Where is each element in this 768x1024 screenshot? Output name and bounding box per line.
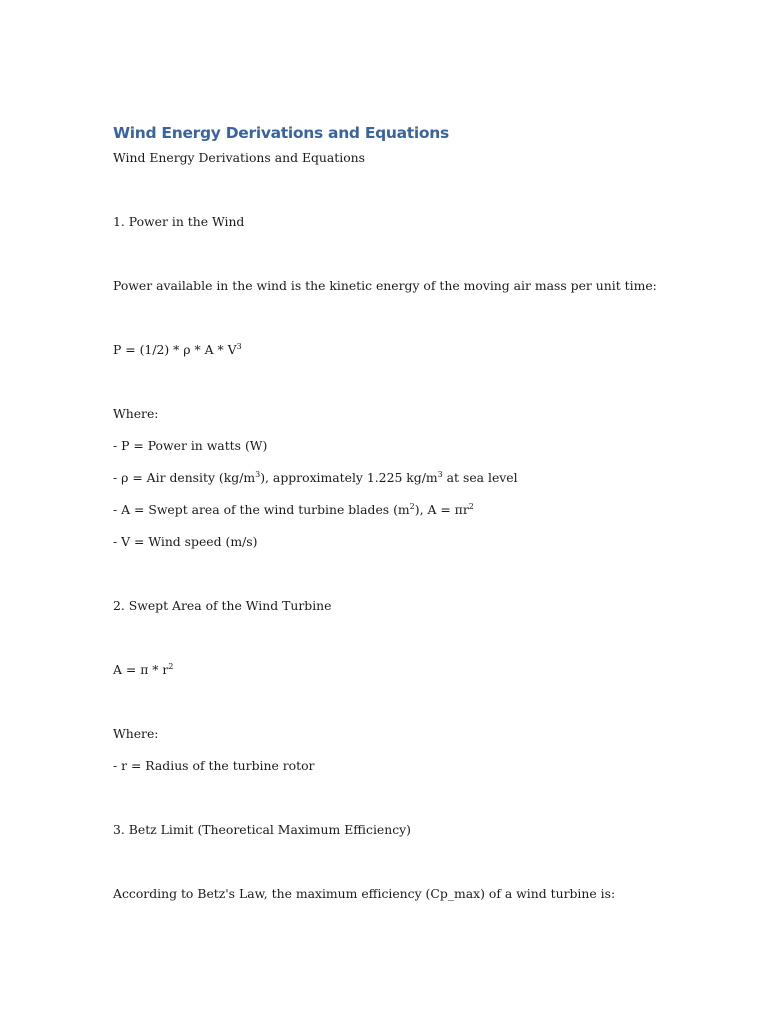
where-label: Where: bbox=[113, 726, 159, 741]
squared-superscript: 2 bbox=[168, 662, 174, 671]
section-1-intro: Power available in the wind is the kinetic energy of the moving air mass per unit time: bbox=[113, 278, 657, 293]
power-equation bbox=[113, 342, 242, 358]
squared-superscript: 2 bbox=[468, 502, 474, 511]
definition-density-part-2: ), approximately 1.225 kg/m bbox=[260, 470, 438, 485]
cubed-superscript: 3 bbox=[437, 470, 443, 479]
area-equation-text: A = π * r bbox=[113, 662, 169, 677]
squared-superscript: 2 bbox=[409, 502, 415, 511]
definition-power: - P = Power in watts (W) bbox=[113, 438, 268, 453]
section-3-intro: According to Betz's Law, the maximum efficiency (Cp_max) of a wind turbine is: bbox=[113, 886, 616, 901]
cubed-superscript: 3 bbox=[255, 470, 261, 479]
definition-density bbox=[113, 470, 518, 486]
cubed-superscript: 3 bbox=[236, 342, 242, 351]
definition-density-part-3: at sea level bbox=[442, 470, 518, 485]
power-equation-text: P = (1/2) * ρ * A * V bbox=[113, 342, 237, 357]
definition-density-part-1: - ρ = Air density (kg/m bbox=[113, 470, 256, 485]
definition-area bbox=[113, 502, 474, 518]
definition-area-part-2: ), A = πr bbox=[414, 502, 469, 517]
document-title: Wind Energy Derivations and Equations bbox=[113, 124, 449, 142]
area-equation bbox=[113, 662, 173, 678]
section-2-heading: 2. Swept Area of the Wind Turbine bbox=[113, 598, 332, 613]
definition-area-part-1: - A = Swept area of the wind turbine blades (m bbox=[113, 502, 410, 517]
section-3-heading: 3. Betz Limit (Theoretical Maximum Efficiency) bbox=[113, 822, 412, 837]
definition-speed: - V = Wind speed (m/s) bbox=[113, 534, 258, 549]
definition-radius: - r = Radius of the turbine rotor bbox=[113, 758, 315, 773]
document-subtitle: Wind Energy Derivations and Equations bbox=[113, 150, 366, 165]
where-label: Where: bbox=[113, 406, 159, 421]
section-1-heading: 1. Power in the Wind bbox=[113, 214, 245, 229]
